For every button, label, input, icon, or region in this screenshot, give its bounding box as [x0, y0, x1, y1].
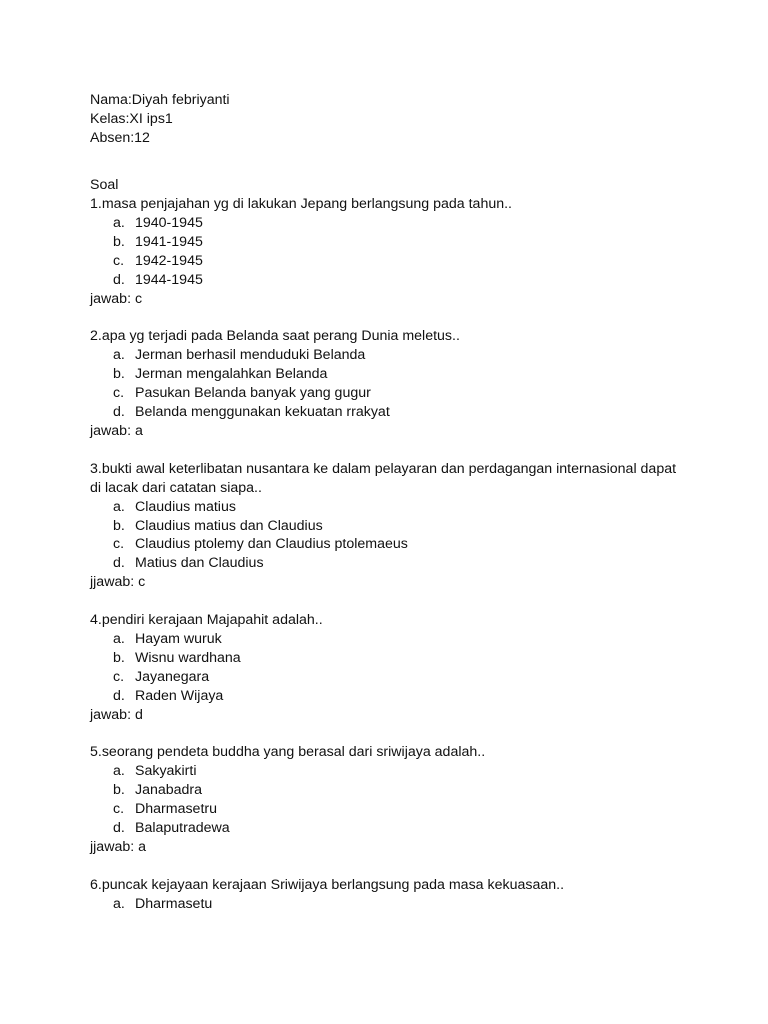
option-text: 1942-1945 — [135, 252, 203, 269]
question-spacer — [90, 441, 690, 460]
option-text: 1940-1945 — [135, 215, 203, 232]
answer-line: jawab: c — [90, 290, 143, 307]
student-name: Nama:Diyah febriyanti — [90, 92, 230, 108]
option-letter: d. — [113, 404, 125, 421]
option-letter: a. — [113, 895, 125, 912]
option-item — [90, 668, 690, 687]
question-text: 6.puncak kejayaan kerajaan Sriwijaya berlangsung pada masa kekuasaan.. — [90, 876, 565, 893]
option-item — [90, 554, 690, 573]
option-item — [90, 630, 690, 649]
option-list — [90, 346, 690, 422]
option-letter: d. — [113, 687, 125, 704]
answer-line: jjawab: a — [90, 838, 146, 855]
option-text: Sakyakirti — [135, 763, 197, 780]
option-letter: d. — [113, 271, 125, 288]
option-text: Jayanegara — [135, 668, 210, 685]
option-text: Pasukan Belanda banyak yang gugur — [135, 385, 371, 402]
option-letter: c. — [113, 668, 125, 685]
answer-line: jawab: d — [90, 706, 143, 723]
option-item — [90, 517, 690, 536]
option-item — [90, 687, 690, 706]
answer-line: jjawab: c — [90, 574, 146, 591]
question-block — [90, 195, 690, 308]
option-letter: c. — [113, 801, 125, 818]
option-item — [90, 384, 690, 403]
option-item — [90, 365, 690, 384]
question-spacer — [90, 724, 690, 743]
option-list — [90, 895, 690, 914]
option-text: Claudius ptolemy dan Claudius ptolemaeus — [135, 536, 408, 553]
option-letter: a. — [113, 763, 125, 780]
option-item — [90, 346, 690, 365]
question-block — [90, 327, 690, 440]
question-text: 2.apa yg terjadi pada Belanda saat perang Dunia meletus.. — [90, 328, 460, 345]
option-text: Matius dan Claudius — [135, 555, 264, 572]
option-item — [90, 895, 690, 914]
option-list — [90, 498, 690, 574]
question-block — [90, 460, 690, 592]
option-item — [90, 649, 690, 668]
option-text: Jerman berhasil menduduki Belanda — [135, 347, 366, 364]
option-item — [90, 819, 690, 838]
option-item — [90, 781, 690, 800]
option-list — [90, 630, 690, 706]
option-text: Dharmasetru — [135, 801, 218, 818]
option-letter: c. — [113, 252, 125, 269]
student-absen: Absen:12 — [90, 129, 150, 146]
option-text: Dharmasetu — [135, 895, 213, 912]
answer-line: jawab: a — [90, 422, 143, 439]
option-text: Hayam wuruk — [135, 630, 222, 647]
question-block — [90, 611, 690, 724]
option-letter: b. — [113, 649, 125, 666]
question-spacer — [90, 857, 690, 876]
option-item — [90, 233, 690, 252]
option-item — [90, 498, 690, 517]
option-item — [90, 800, 690, 819]
option-text: Raden Wijaya — [135, 687, 224, 704]
question-text: 5.seorang pendeta buddha yang berasal dari sriwijaya adalah.. — [90, 744, 486, 761]
option-letter: a. — [113, 630, 125, 647]
option-text: Belanda menggunakan kekuatan rrakyat — [135, 404, 390, 421]
option-text: Janabadra — [135, 782, 203, 799]
question-block — [90, 743, 690, 856]
question-block — [90, 876, 690, 914]
option-item — [90, 271, 690, 290]
option-item — [90, 214, 690, 233]
option-letter: a. — [113, 215, 125, 232]
question-text: 3.bukti awal keterlibatan nusantara ke dalam pelayaran dan perdagangan internasional dapat di lacak dari catatan siapa.. — [90, 460, 677, 496]
option-letter: a. — [113, 498, 125, 515]
option-text: Wisnu wardhana — [135, 649, 241, 666]
option-text: 1944-1945 — [135, 271, 203, 288]
option-text: 1941-1945 — [135, 233, 203, 250]
student-class: Kelas:XI ips1 — [90, 110, 173, 127]
question-list — [90, 195, 690, 913]
student-info — [90, 91, 690, 148]
option-text: Jerman mengalahkan Belanda — [135, 366, 328, 383]
option-text: Balaputradewa — [135, 819, 230, 836]
option-letter: c. — [113, 385, 125, 402]
section-title: Soal — [90, 177, 119, 194]
option-letter: d. — [113, 555, 125, 572]
option-item — [90, 252, 690, 271]
option-item — [90, 535, 690, 554]
option-letter: b. — [113, 233, 125, 250]
option-list — [90, 214, 690, 290]
option-item — [90, 762, 690, 781]
option-letter: c. — [113, 536, 125, 553]
question-text: 4.pendiri kerajaan Majapahit adalah.. — [90, 612, 323, 629]
option-list — [90, 762, 690, 838]
question-spacer — [90, 309, 690, 328]
question-spacer — [90, 592, 690, 611]
document-page — [90, 91, 690, 913]
question-text: 1.masa penjajahan yg di lakukan Jepang berlangsung pada tahun.. — [90, 196, 513, 213]
option-letter: b. — [113, 366, 125, 383]
option-letter: d. — [113, 819, 125, 836]
option-letter: a. — [113, 347, 125, 364]
option-text: Claudius matius — [135, 498, 236, 515]
option-letter: b. — [113, 517, 125, 534]
option-letter: b. — [113, 782, 125, 799]
option-text: Claudius matius dan Claudius — [135, 517, 323, 534]
option-item — [90, 403, 690, 422]
